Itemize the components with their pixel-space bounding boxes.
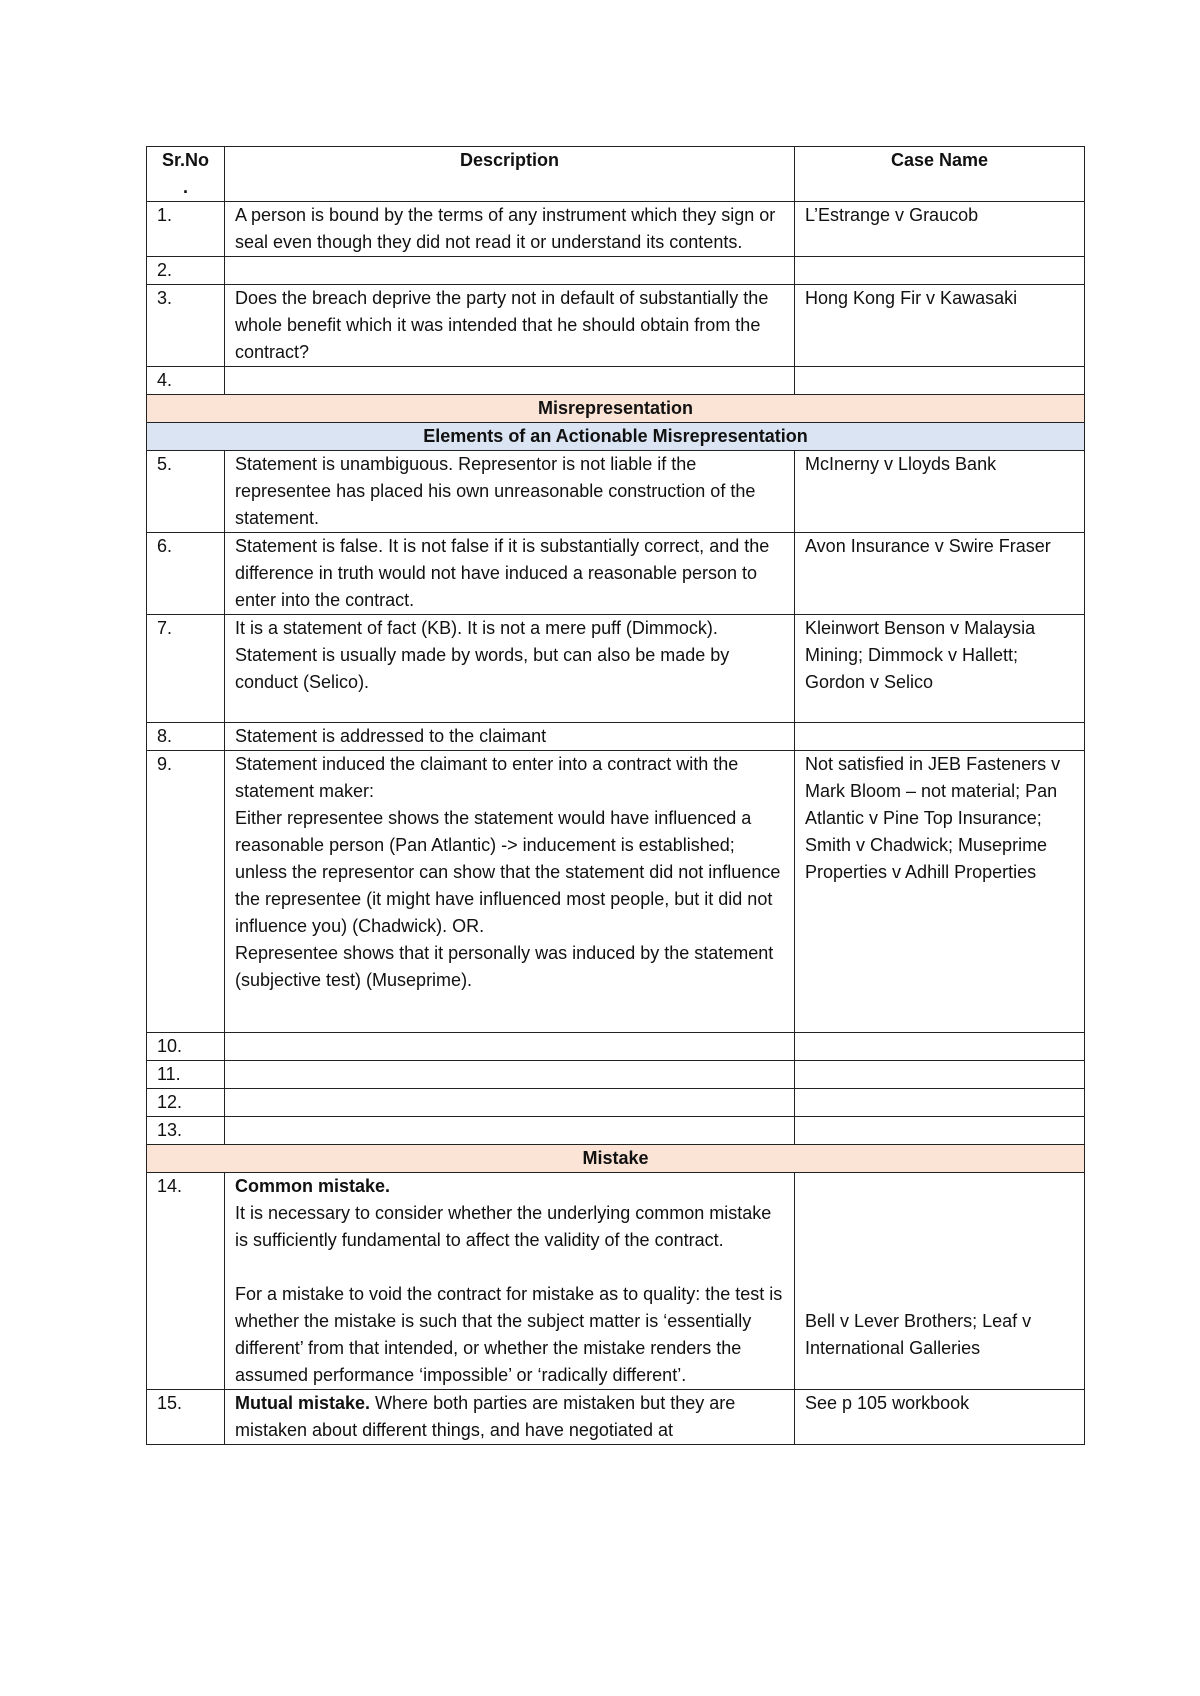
subsection-heading-elements: Elements of an Actionable Misrepresentation bbox=[147, 423, 1085, 451]
row-description: A person is bound by the terms of any instrument which they sign or seal even though they did not read it or understand its contents. bbox=[225, 202, 795, 257]
section-heading-row bbox=[147, 395, 1085, 423]
row-case: Avon Insurance v Swire Fraser bbox=[795, 533, 1085, 615]
row-case: L’Estrange v Graucob bbox=[795, 202, 1085, 257]
row-description: Statement is addressed to the claimant bbox=[225, 723, 795, 751]
row-description bbox=[225, 1061, 795, 1089]
row-description: Statement is false. It is not false if it is substantially correct, and the difference in truth would not have induced a reasonable person to enter into the contract. bbox=[225, 533, 795, 615]
row-description bbox=[225, 1033, 795, 1061]
table-row bbox=[147, 723, 1085, 751]
row-case: Not satisfied in JEB Fasteners v Mark Bloom – not material; Pan Atlantic v Pine Top Insurance; Smith v Chadwick; Museprime Properties v Adhill Properties bbox=[795, 751, 1085, 1033]
row-case bbox=[795, 367, 1085, 395]
row-number: 3. bbox=[147, 285, 225, 367]
row-number: 5. bbox=[147, 451, 225, 533]
row-description-part: It is necessary to consider whether the underlying common mistake is sufficiently fundamental to affect the validity of the contract. bbox=[235, 1203, 772, 1250]
row-case: McInerny v Lloyds Bank bbox=[795, 451, 1085, 533]
row-description-text: Where both parties are mistaken but they are mistaken about different things, and have negotiated at bbox=[235, 1393, 736, 1440]
table-row bbox=[147, 451, 1085, 533]
row-case: Kleinwort Benson v Malaysia Mining; Dimmock v Hallett; Gordon v Selico bbox=[795, 615, 1085, 723]
row-number: 15. bbox=[147, 1390, 225, 1445]
subsection-heading-row bbox=[147, 423, 1085, 451]
row-case bbox=[795, 257, 1085, 285]
row-number: 11. bbox=[147, 1061, 225, 1089]
row-case bbox=[795, 723, 1085, 751]
row-description-part: Either representee shows the statement would have influenced a reasonable person (Pan Atlantic) -> inducement is established; unless the representor can show that the statement did not influence the representee (it might have influenced most people, but it did not influence you) (Chadwick). OR. bbox=[235, 808, 781, 936]
row-description bbox=[225, 257, 795, 285]
table-row bbox=[147, 1390, 1085, 1445]
row-case bbox=[795, 1033, 1085, 1061]
row-title: Common mistake. bbox=[235, 1176, 391, 1196]
row-case bbox=[795, 1061, 1085, 1089]
row-description: It is a statement of fact (KB). It is not a mere puff (Dimmock). Statement is usually made by words, but can also be made by conduct (Selico). bbox=[225, 615, 795, 723]
row-description bbox=[225, 751, 795, 1033]
row-number: 7. bbox=[147, 615, 225, 723]
table-row bbox=[147, 751, 1085, 1033]
header-description: Description bbox=[225, 147, 795, 202]
row-description bbox=[225, 1117, 795, 1145]
section-heading-row bbox=[147, 1145, 1085, 1173]
header-sr-no: Sr.No . bbox=[147, 147, 225, 202]
table-row bbox=[147, 1089, 1085, 1117]
row-number: 1. bbox=[147, 202, 225, 257]
row-number: 8. bbox=[147, 723, 225, 751]
row-description bbox=[225, 367, 795, 395]
table-row bbox=[147, 1061, 1085, 1089]
section-heading-mistake: Mistake bbox=[147, 1145, 1085, 1173]
row-description bbox=[225, 1390, 795, 1445]
table-row bbox=[147, 202, 1085, 257]
row-number: 6. bbox=[147, 533, 225, 615]
row-description-part: Representee shows that it personally was induced by the statement (subjective test) (Museprime). bbox=[235, 943, 774, 990]
notes-table bbox=[146, 146, 1085, 1445]
row-number: 13. bbox=[147, 1117, 225, 1145]
row-description: Statement is unambiguous. Representor is not liable if the representee has placed his own unreasonable construction of the statement. bbox=[225, 451, 795, 533]
table-row bbox=[147, 367, 1085, 395]
spacer bbox=[805, 1173, 1074, 1308]
table-row bbox=[147, 615, 1085, 723]
table-row bbox=[147, 285, 1085, 367]
row-description bbox=[225, 1173, 795, 1390]
row-number: 2. bbox=[147, 257, 225, 285]
row-number: 4. bbox=[147, 367, 225, 395]
table-header-row bbox=[147, 147, 1085, 202]
table-row bbox=[147, 257, 1085, 285]
table-row bbox=[147, 533, 1085, 615]
row-case-text: Bell v Lever Brothers; Leaf v International Galleries bbox=[805, 1311, 1032, 1358]
row-description-part: Statement induced the claimant to enter into a contract with the statement maker: bbox=[235, 754, 739, 801]
row-number: 14. bbox=[147, 1173, 225, 1390]
row-case bbox=[795, 1117, 1085, 1145]
row-case: See p 105 workbook bbox=[795, 1390, 1085, 1445]
row-case bbox=[795, 1173, 1085, 1390]
table-row bbox=[147, 1173, 1085, 1390]
row-description-part: For a mistake to void the contract for mistake as to quality: the test is whether the mistake is such that the subject matter is ‘essentially different’ from that intended, or whether the mistake renders the assumed performance ‘impossible’ or ‘radically different’. bbox=[235, 1284, 783, 1385]
row-number: 12. bbox=[147, 1089, 225, 1117]
row-number: 9. bbox=[147, 751, 225, 1033]
row-title: Mutual mistake. bbox=[235, 1393, 371, 1413]
row-number: 10. bbox=[147, 1033, 225, 1061]
table-row bbox=[147, 1117, 1085, 1145]
row-description bbox=[225, 1089, 795, 1117]
row-case: Hong Kong Fir v Kawasaki bbox=[795, 285, 1085, 367]
paragraph-gap bbox=[235, 1254, 784, 1281]
row-case bbox=[795, 1089, 1085, 1117]
row-description: Does the breach deprive the party not in default of substantially the whole benefit which it was intended that he should obtain from the contract? bbox=[225, 285, 795, 367]
section-heading-misrepresentation: Misrepresentation bbox=[147, 395, 1085, 423]
header-case-name: Case Name bbox=[795, 147, 1085, 202]
table-row bbox=[147, 1033, 1085, 1061]
